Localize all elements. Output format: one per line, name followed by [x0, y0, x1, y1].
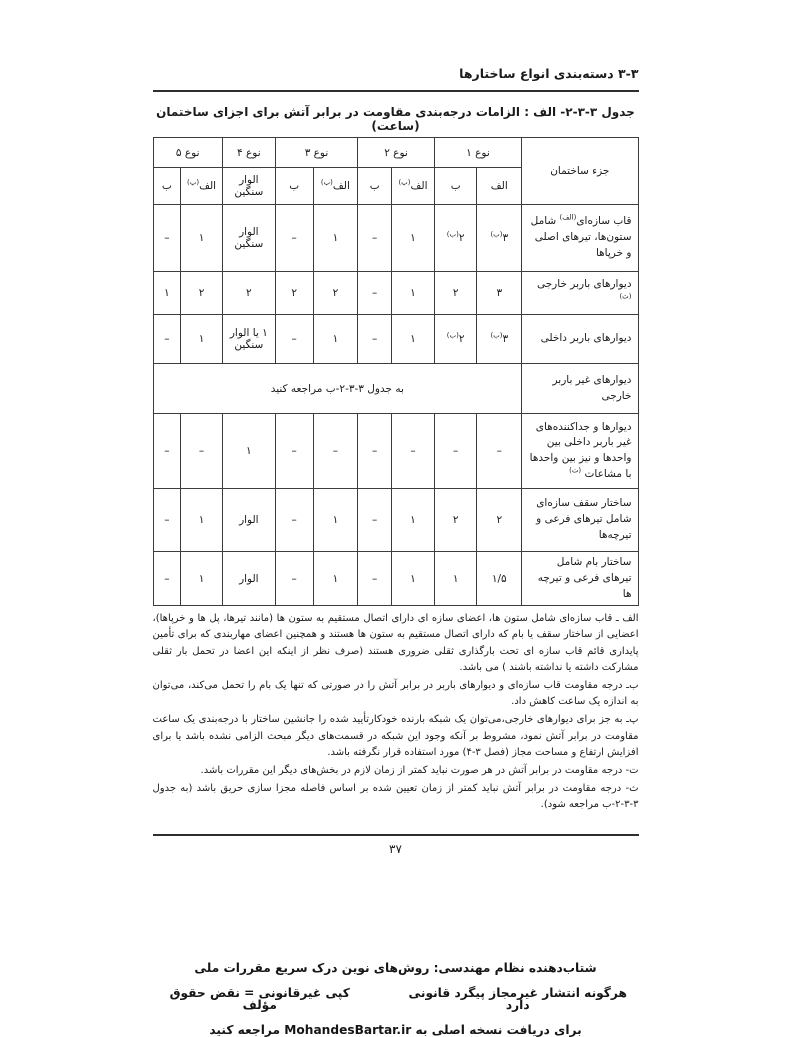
footnote-text: ث- درجه مقاومت در برابر آتش نباید کمتر از زمان تعیین شده بر اساس فاصله مجزا سازی حریق باشد (به جدول ۳-۳-۲-ب مراجعه شود). — [152, 783, 639, 811]
value-cell: – — [313, 414, 358, 489]
footnote-ref: (ب) — [446, 331, 459, 340]
type-5-header: نوع ۵ — [153, 138, 222, 168]
value-cell: الوار — [222, 489, 275, 552]
subcol-header: الف$^{(پ)}$ — [181, 168, 223, 205]
value-cell: – — [392, 414, 435, 489]
value-cell: الوار — [222, 552, 275, 606]
value-cell: ۱ — [181, 552, 223, 606]
table-row — [153, 205, 638, 272]
value-cell: ۱ — [313, 315, 358, 364]
value-cell: ۱ — [181, 205, 223, 272]
value-cell: – — [358, 205, 392, 272]
value-cell: – — [153, 205, 181, 272]
value-cell: ۱ — [392, 315, 435, 364]
value-cell: – — [275, 414, 313, 489]
value-cell: ۱ — [222, 414, 275, 489]
value-cell: – — [358, 552, 392, 606]
footnote-text: پ‌ـ به جز برای دیوارهای خارجی،می‌توان یک شبکه بارنده خودکارتأیید شده را جانشین ساختار با درجه‌بندی یک ساعت مقاومت در برابر آتش نمود، مشروط بر آنکه وجود این شبکه در قسمت‌های دیگر مبحث الزامی نشده باشد یا برای افزایش ارتفاع و مساحت مجاز (فصل ۳-۴) مورد استفاده قرار نگرفته باشد. — [152, 714, 639, 758]
type-2-header: نوع ۲ — [358, 138, 435, 168]
table-row — [153, 489, 638, 552]
value-cell: ۱ — [434, 552, 477, 606]
reference-cell: به جدول ۳-۳-۲-ب مراجعه کنید — [153, 364, 522, 414]
value-cell: ۱ — [392, 272, 435, 315]
value-cell: ۱ — [392, 205, 435, 272]
type-3-header: نوع ۳ — [275, 138, 357, 168]
subcol-header: ب — [275, 168, 313, 205]
footnote-ref: (ب) — [490, 230, 503, 239]
type-1-header: نوع ۱ — [434, 138, 521, 168]
footnote-ref: (پ) — [398, 178, 411, 187]
row-header: دیوارهای باربر داخلی — [522, 315, 638, 364]
footer-line-1: شتاب‌دهنده نظام مهندسی: روش‌های نوین درک سریع مقررات ملی — [194, 960, 597, 975]
row-header: دیوارهای غیر باربر خارجی — [522, 364, 638, 414]
footnote-ref: (ب) — [490, 331, 503, 340]
value-cell: ۱ — [181, 315, 223, 364]
footer-line-2-right: هرگونه انتشار غیرمجاز پیگرد قانونی دارد — [408, 985, 627, 1012]
value-cell: $۳^{(ب)}$ — [477, 315, 522, 364]
footer-line-3: برای دریافت نسخه اصلی به MohandesBartar.ir مراجعه کنید — [209, 1023, 582, 1037]
subcol-header: الوار سنگین — [222, 168, 275, 205]
value-cell: – — [275, 205, 313, 272]
header-divider — [153, 90, 639, 92]
value-cell: ۲ — [477, 489, 522, 552]
footnote-text: ب‌ـ درجه مقاومت قاب سازه‌ای و دیوارهای باربر در برابر آتش را در صورتی که تنها یک بام را تحمل می‌کند، می‌توان به اندازه یک ساعت کاهش داد. — [152, 680, 639, 708]
value-cell: – — [153, 315, 181, 364]
subcol-header: ب — [153, 168, 181, 205]
value-cell: – — [358, 272, 392, 315]
value-cell: ۳ — [477, 272, 522, 315]
table-row — [153, 364, 638, 414]
footnote-text: ت- درجه مقاومت در برابر آتش در هر صورت نباید کمتر از زمان لازم در بخش‌های دیگر این مقررات باشد. — [200, 764, 639, 776]
footer-line-2-left: کپی غیرقانونی = نقض حقوق مؤلف — [169, 985, 350, 1012]
subcol-header: الف — [477, 168, 522, 205]
value-cell: ۱ — [392, 552, 435, 606]
value-cell: – — [275, 489, 313, 552]
value-cell: ۱ — [313, 205, 358, 272]
table-row — [153, 272, 638, 315]
value-cell: ۲ — [313, 272, 358, 315]
row-header: دیوارهای باربر خارجی $^{(ث)}$ — [522, 272, 638, 315]
value-cell: ۲ — [181, 272, 223, 315]
table-row — [153, 552, 638, 606]
section-header: ۳-۳ دسته‌بندی انواع ساختارها — [459, 66, 639, 81]
fire-rating-table — [153, 137, 639, 606]
row-header: قاب سازه‌ای$^{(الف)}$ شامل ستون‌ها، تیرهای اصلی و خرپاها — [522, 205, 638, 272]
page-number: ۳۷ — [389, 841, 402, 856]
value-cell: $۳^{(ب)}$ — [477, 205, 522, 272]
table-row — [153, 414, 638, 489]
footnote-text: الف ـ قاب سازه‌ای شامل ستون ها، اعضای سازه ای دارای اتصال مستقیم به ستون ها (مانند تیرها، پل ها و خرپاها)، اعضایی از ساختار سقف یا بام که دارای اتصال مستقیم به ستون ها هستند و همچنین اعضای مهاربندی که برای تأمین پایداری قائم قاب سازه ای تحت بارگذاری ثقلی ضروری هستند (صرف نظر از اینکه این اعضا در تحمل بار ثقلی مشارکت داشته یا نداشته باشند ) می باشد. — [152, 613, 639, 673]
footnote-ref: (پ) — [320, 178, 333, 187]
value-cell: – — [153, 489, 181, 552]
footnote-ref: (ت) — [569, 466, 582, 475]
value-cell: ۱ — [313, 489, 358, 552]
value-cell: – — [434, 414, 477, 489]
value-cell: ۲ — [275, 272, 313, 315]
footnotes-block — [153, 611, 639, 813]
row-header: ساختار بام شامل تیرهای فرعی و تیرچه ها — [522, 552, 638, 606]
value-cell: ۱ یا الوار سنگین — [222, 315, 275, 364]
value-cell: – — [275, 552, 313, 606]
value-cell: – — [358, 315, 392, 364]
value-cell: الوار سنگین — [222, 205, 275, 272]
footnote-ref: (ب) — [446, 230, 459, 239]
row-header: ساختار سقف سازه‌ای شامل تیرهای فرعی و تیرچه‌ها — [522, 489, 638, 552]
value-cell: ۱ — [153, 272, 181, 315]
value-cell: – — [358, 414, 392, 489]
value-cell: – — [181, 414, 223, 489]
watermark-footer — [153, 962, 639, 1037]
value-cell: ۱ — [392, 489, 435, 552]
row-header: دیوارها و جداکننده‌های غیر باربر داخلی بین واحدها و نیز بین واحدها با مشاعات $^{(ت)}$ — [522, 414, 638, 489]
value-cell: – — [358, 489, 392, 552]
subcol-header: ب — [358, 168, 392, 205]
subcol-header: الف$^{(پ)}$ — [392, 168, 435, 205]
document-page — [153, 0, 639, 1036]
value-cell: ۱/۵ — [477, 552, 522, 606]
footnote-ref: (پ) — [187, 178, 200, 187]
value-cell: – — [275, 315, 313, 364]
table-title: جدول ۳-۳-۲- الف : الزامات درجه‌بندی مقاومت در برابر آتش برای اجزای ساختمان (ساعت) — [156, 105, 635, 133]
footnote-ref: (ث) — [619, 292, 632, 301]
table-row — [153, 315, 638, 364]
building-component-header: جزء ساختمان — [522, 138, 638, 205]
value-cell: $۲^{(ب)}$ — [434, 205, 477, 272]
value-cell: ۲ — [434, 489, 477, 552]
footer-divider — [153, 834, 639, 836]
footer-line-2 — [153, 987, 639, 1011]
table-header-row-groups — [153, 138, 638, 168]
value-cell: – — [153, 552, 181, 606]
subcol-header: الف$^{(پ)}$ — [313, 168, 358, 205]
value-cell: ۲ — [222, 272, 275, 315]
value-cell: – — [477, 414, 522, 489]
value-cell: ۲ — [434, 272, 477, 315]
value-cell: ۱ — [313, 552, 358, 606]
value-cell: $۲^{(ب)}$ — [434, 315, 477, 364]
subcol-header: ب — [434, 168, 477, 205]
value-cell: ۱ — [181, 489, 223, 552]
value-cell: – — [153, 414, 181, 489]
type-4-header: نوع ۴ — [222, 138, 275, 168]
footnote-ref: (الف) — [559, 213, 577, 222]
